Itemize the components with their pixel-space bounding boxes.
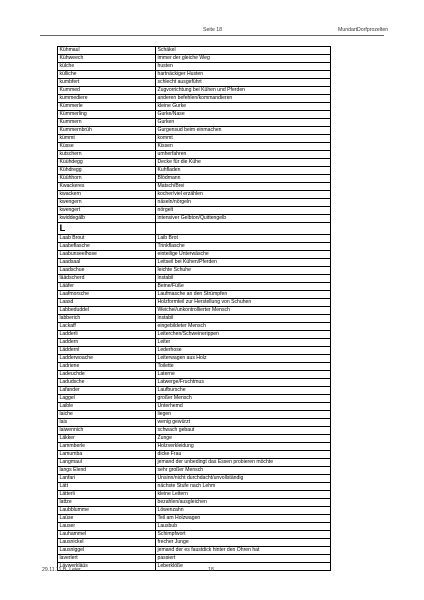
word-meaning: Zugvorrichtung bei Kühen und Pferden xyxy=(156,87,331,95)
table-row xyxy=(58,499,331,507)
word-meaning: Schimpfwort xyxy=(156,531,331,539)
dialect-word: Ladderwoache xyxy=(58,355,156,363)
dialect-word: kwackern xyxy=(58,191,156,199)
table-row xyxy=(58,331,331,339)
footer-page-number: 18 xyxy=(208,567,214,573)
dialect-word: Lammberle xyxy=(58,443,156,451)
table-row xyxy=(58,191,331,199)
word-meaning: Lausbub xyxy=(156,523,331,531)
dialect-word: Laadschue xyxy=(58,267,156,275)
word-meaning: schlecht ausgeführt xyxy=(156,79,331,87)
word-meaning: schwach gebaut xyxy=(156,427,331,435)
table-row xyxy=(58,267,331,275)
dialect-word: Küühdegg xyxy=(58,159,156,167)
dialect-word: lattze xyxy=(58,499,156,507)
table-row xyxy=(58,547,331,555)
table-row xyxy=(58,339,331,347)
table-row xyxy=(58,199,331,207)
table-row xyxy=(58,299,331,307)
letter-heading: L xyxy=(58,223,156,235)
dialect-word: Laab Brout xyxy=(58,235,156,243)
table-row xyxy=(58,347,331,355)
table-row xyxy=(58,379,331,387)
dialect-word: Kwackeres xyxy=(58,183,156,191)
table-row xyxy=(58,323,331,331)
word-meaning: Kuhfladen xyxy=(156,167,331,175)
dialect-word: Langmaul xyxy=(58,459,156,467)
word-meaning: Laufbursche xyxy=(156,387,331,395)
word-meaning: kleine Gurke xyxy=(156,103,331,111)
word-meaning: Unterhemd xyxy=(156,403,331,411)
table-row xyxy=(58,215,331,223)
dialect-word: labberich xyxy=(58,315,156,323)
dialect-word: Kummed xyxy=(58,87,156,95)
dialect-word: lais xyxy=(58,419,156,427)
word-meaning: einteilige Unterwäsche xyxy=(156,251,331,259)
dialect-word: kwengern xyxy=(58,199,156,207)
word-meaning: husten xyxy=(156,63,331,71)
word-meaning: großer Mensch xyxy=(156,395,331,403)
table-row xyxy=(58,283,331,291)
word-meaning: kommt xyxy=(156,135,331,143)
table-row xyxy=(58,95,331,103)
table-row xyxy=(58,47,331,55)
word-meaning: leichte Schuhe xyxy=(156,267,331,275)
table-row xyxy=(58,307,331,315)
word-meaning: frecher Junge xyxy=(156,539,331,547)
table-row xyxy=(58,355,331,363)
dialect-word: Lausnickel xyxy=(58,539,156,547)
dialect-word: Lausniggel xyxy=(58,547,156,555)
dialect-word: Laüse xyxy=(58,515,156,523)
dialect-word: kummediere xyxy=(58,95,156,103)
word-meaning: liegen xyxy=(156,411,331,419)
word-meaning: Laufmasche an den Strümpfen xyxy=(156,291,331,299)
table-row xyxy=(58,531,331,539)
word-meaning: kocher/viel erzählen xyxy=(156,191,331,199)
table-row xyxy=(58,251,331,259)
word-meaning: Gurke/Nase xyxy=(156,111,331,119)
word-meaning: Toilette xyxy=(156,363,331,371)
header-page-label: Seite 18 xyxy=(203,27,223,33)
table-row xyxy=(58,87,331,95)
dialect-word: Läddernl xyxy=(58,347,156,355)
dialect-word: laverlert xyxy=(58,555,156,563)
dialect-word: kwiddegälb xyxy=(58,215,156,223)
table-row xyxy=(58,135,331,143)
dialect-word: Küsse xyxy=(58,143,156,151)
dialect-word: kutschern xyxy=(58,151,156,159)
table-row xyxy=(58,563,331,571)
letter-heading-blank xyxy=(156,223,331,235)
table-row xyxy=(58,55,331,63)
table-row xyxy=(58,111,331,119)
dialect-word: Lamumba xyxy=(58,451,156,459)
dictionary-table-body xyxy=(58,47,331,571)
word-meaning: hartnäckiger Husten xyxy=(156,71,331,79)
word-meaning: Matsch/Brei xyxy=(156,183,331,191)
word-meaning: Trinkflasche xyxy=(156,243,331,251)
table-row xyxy=(58,443,331,451)
word-meaning: anderen befehlen/kommandieren xyxy=(156,95,331,103)
dialect-word: kwengert xyxy=(58,207,156,215)
table-row xyxy=(58,291,331,299)
word-meaning: Holzformteil zur Herstellung von Schuhen xyxy=(156,299,331,307)
letter-heading-row xyxy=(58,223,331,235)
dialect-word: Laggel xyxy=(58,395,156,403)
dialect-word: Lanfari xyxy=(58,475,156,483)
dialect-word: Lävwerkläüs xyxy=(58,563,156,571)
table-row xyxy=(58,491,331,499)
dialect-word: Lauser xyxy=(58,523,156,531)
word-meaning: Leiter xyxy=(156,339,331,347)
word-meaning: instabil xyxy=(156,275,331,283)
dialect-word: Lafander xyxy=(58,387,156,395)
dialect-word: Ladudsche xyxy=(58,379,156,387)
table-row xyxy=(58,71,331,79)
table-row xyxy=(58,159,331,167)
dialect-word: Ladderli xyxy=(58,331,156,339)
word-meaning: intensiver Gelbton/Quittengelb xyxy=(156,215,331,223)
word-meaning: Lederhose xyxy=(156,347,331,355)
word-meaning: passiert xyxy=(156,555,331,563)
word-meaning: sehr großer Mensch xyxy=(156,467,331,475)
table-row xyxy=(58,103,331,111)
word-meaning: Beine/Füße xyxy=(156,283,331,291)
dialect-word: Laadsaal xyxy=(58,259,156,267)
table-row xyxy=(58,175,331,183)
dialect-word: Läkker xyxy=(58,435,156,443)
table-row xyxy=(58,183,331,191)
dialect-word: Kümmerling xyxy=(58,111,156,119)
dialect-word: Ladeuchde xyxy=(58,371,156,379)
dialect-word: langs Elend xyxy=(58,467,156,475)
word-meaning: Laib Brot xyxy=(156,235,331,243)
table-row xyxy=(58,411,331,419)
dialect-word: Kühweech xyxy=(58,55,156,63)
table-row xyxy=(58,515,331,523)
dialect-word: kümmt xyxy=(58,135,156,143)
word-meaning: nächste Stufe nach Lehm xyxy=(156,483,331,491)
dialect-word: Laddern xyxy=(58,339,156,347)
table-row xyxy=(58,259,331,267)
word-meaning: instabil xyxy=(156,315,331,323)
table-row xyxy=(58,151,331,159)
word-meaning: Löwenzahn xyxy=(156,507,331,515)
table-row xyxy=(58,395,331,403)
word-meaning: Schäkel xyxy=(156,47,331,55)
dialect-word: Lauhammel xyxy=(58,531,156,539)
word-meaning: Kissen xyxy=(156,143,331,151)
table-row xyxy=(58,63,331,71)
table-row xyxy=(58,315,331,323)
word-meaning: Teil am Holzwagen xyxy=(156,515,331,523)
table-row xyxy=(58,483,331,491)
table-row xyxy=(58,523,331,531)
word-meaning: Gurken xyxy=(156,119,331,127)
word-meaning: jemand der unbedingt das Essen probieren möchte xyxy=(156,459,331,467)
word-meaning: Blödmann xyxy=(156,175,331,183)
word-meaning: Holzverkleidung xyxy=(156,443,331,451)
dialect-word: külche xyxy=(58,63,156,71)
table-row xyxy=(58,207,331,215)
dialect-word: Lääfer xyxy=(58,283,156,291)
dialect-word: Laubblumme xyxy=(58,507,156,515)
table-row xyxy=(58,435,331,443)
table-row xyxy=(58,475,331,483)
table-row xyxy=(58,467,331,475)
word-meaning: Zunge xyxy=(156,435,331,443)
dialect-word: kumbfert xyxy=(58,79,156,87)
word-meaning: kleine Leitern xyxy=(156,491,331,499)
word-meaning: bezahlen/ausgleichen xyxy=(156,499,331,507)
table-row xyxy=(58,235,331,243)
word-meaning: Decke für die Kühe xyxy=(156,159,331,167)
table-row xyxy=(58,387,331,395)
dialect-word: laiwennich xyxy=(58,427,156,435)
dialect-word: Lackaff xyxy=(58,323,156,331)
table-row xyxy=(58,555,331,563)
dialect-word: Laafmorsche xyxy=(58,291,156,299)
dialect-word: külliche xyxy=(58,71,156,79)
word-meaning: Leberklöße xyxy=(156,563,331,571)
word-meaning: Weichei/unkontrollierter Mensch xyxy=(156,307,331,315)
word-meaning: eingebildeter Mensch xyxy=(156,323,331,331)
table-row xyxy=(58,363,331,371)
table-row xyxy=(58,507,331,515)
dialect-word: Lätt xyxy=(58,483,156,491)
table-row xyxy=(58,539,331,547)
dialect-word: Kummern xyxy=(58,119,156,127)
word-meaning: dicke Frau xyxy=(156,451,331,459)
table-row xyxy=(58,451,331,459)
word-meaning: Unsinn/nicht durchdacht/unvollständig xyxy=(156,475,331,483)
table-row xyxy=(58,403,331,411)
table-row xyxy=(58,127,331,135)
word-meaning: Laterne xyxy=(156,371,331,379)
word-meaning: immer der gleiche Weg xyxy=(156,55,331,63)
table-row xyxy=(58,119,331,127)
dialect-word: Kühmaul xyxy=(58,47,156,55)
header-document-title: MundartDorfprozelten xyxy=(338,27,389,33)
dialect-word: Lätterli xyxy=(58,491,156,499)
dialect-word: läädscherd xyxy=(58,275,156,283)
dialect-word: Labbeduddel xyxy=(58,307,156,315)
header-divider xyxy=(40,35,384,36)
table-row xyxy=(58,79,331,87)
word-meaning: Leiterchen/Schweinerippen xyxy=(156,331,331,339)
word-meaning: Leitseil bei Kühen/Pferden xyxy=(156,259,331,267)
dialect-word: Laabeflasche xyxy=(58,243,156,251)
table-row xyxy=(58,243,331,251)
dialect-word: Kühdregg xyxy=(58,167,156,175)
word-meaning: Leiterwagen aus Holz xyxy=(156,355,331,363)
table-row xyxy=(58,459,331,467)
word-meaning: Gurgensud beim einmachen xyxy=(156,127,331,135)
dialect-word: Kummernbrüh xyxy=(58,127,156,135)
word-meaning: Latwerge/Fruchtmus xyxy=(156,379,331,387)
table-row xyxy=(58,419,331,427)
dictionary-table xyxy=(57,46,331,571)
dialect-word: Laible xyxy=(58,403,156,411)
dialect-word: Kümmerle xyxy=(58,103,156,111)
table-row xyxy=(58,275,331,283)
table-row xyxy=(58,427,331,435)
word-meaning: wenig gewürzt xyxy=(156,419,331,427)
word-meaning: nörgelt xyxy=(156,207,331,215)
dialect-word: Laabunseelhose xyxy=(58,251,156,259)
table-row xyxy=(58,167,331,175)
word-meaning: umherfahren xyxy=(156,151,331,159)
table-row xyxy=(58,371,331,379)
dialect-word: Ladriene xyxy=(58,363,156,371)
footer-date-author: 29.11.11 B. Leier xyxy=(42,567,81,573)
table-row xyxy=(58,143,331,151)
word-meaning: näseln/nörgeln xyxy=(156,199,331,207)
dialect-word: laiche xyxy=(58,411,156,419)
dialect-word: Laasd xyxy=(58,299,156,307)
dialect-word: Küühhorn xyxy=(58,175,156,183)
word-meaning: jemand der es faustdick hinter den Ohren hat xyxy=(156,547,331,555)
